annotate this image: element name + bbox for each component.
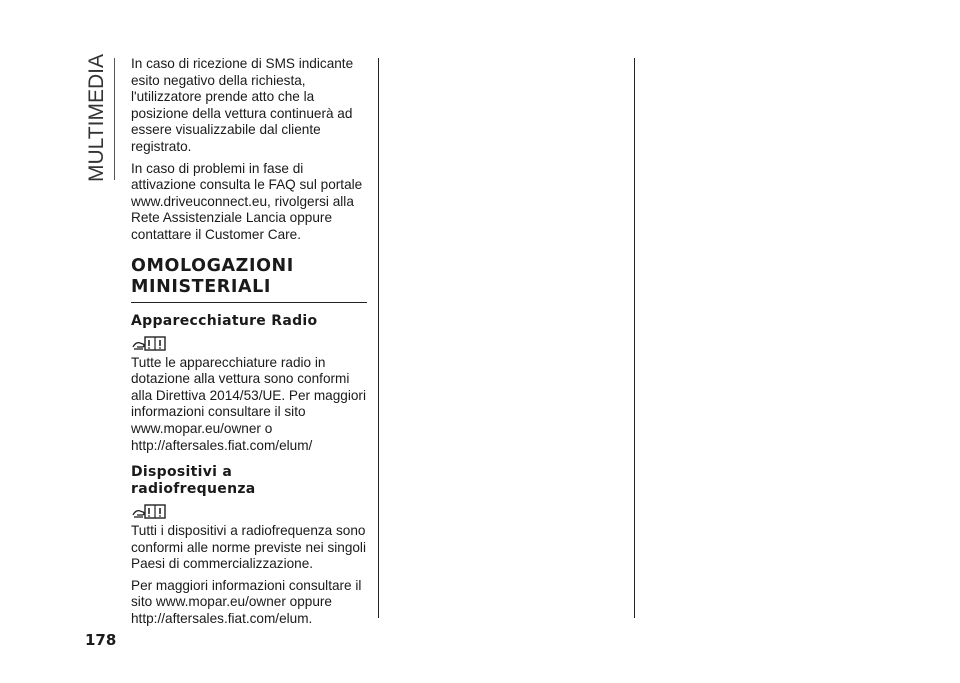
hand-book-warning-icon xyxy=(131,334,367,352)
section-title-line1: OMOLOGAZIONI xyxy=(131,255,294,276)
section-title xyxy=(131,256,367,303)
section-tab xyxy=(84,52,110,184)
column-divider xyxy=(634,58,635,618)
text-column xyxy=(131,56,367,628)
rf-devices-heading-line1: Dispositivi a xyxy=(131,464,233,481)
section-label: MULTIMEDIA xyxy=(85,54,108,182)
rf-devices-text: Tutti i dispositivi a radiofrequenza sono conformi alle norme previste nei singoli Paesi di commercializzazione. xyxy=(131,523,366,572)
section-tab-rule xyxy=(114,58,115,180)
rf-devices-heading xyxy=(131,464,367,498)
radio-equipment-heading: Apparecchiature Radio xyxy=(131,312,318,329)
rf-devices-more-info: Per maggiori informazioni consultare il sito www.mopar.eu/owner oppure http://aftersales.fiat.com/elum. xyxy=(131,577,362,627)
section-title-line2: MINISTERIALI xyxy=(131,276,271,297)
paragraph-activation-problems: In caso di problemi in fase di attivazione consulta le FAQ sul portale www.driveuconnect.eu, rivolgersi alla Rete Assistenziale Lancia oppure contattare il Customer Care. xyxy=(131,160,363,242)
hand-book-warning-icon xyxy=(131,502,367,520)
column-divider xyxy=(378,58,379,618)
paragraph-sms: In caso di ricezione di SMS indicante esito negativo della richiesta, l'utilizzatore prende atto che la posizione della vettura continuerà ad essere visualizzabile dal cliente registrato. xyxy=(131,56,354,154)
rf-devices-heading-line2: radiofrequenza xyxy=(131,481,256,498)
page-number: 178 xyxy=(85,631,117,649)
radio-equipment-text: Tutte le apparecchiature radio in dotazione alla vettura sono conformi alla Direttiva 2014/53/UE. Per maggiori informazioni consultare il sito www.mopar.eu/owner o http://aftersales.fiat.com/elum/ xyxy=(131,354,366,453)
